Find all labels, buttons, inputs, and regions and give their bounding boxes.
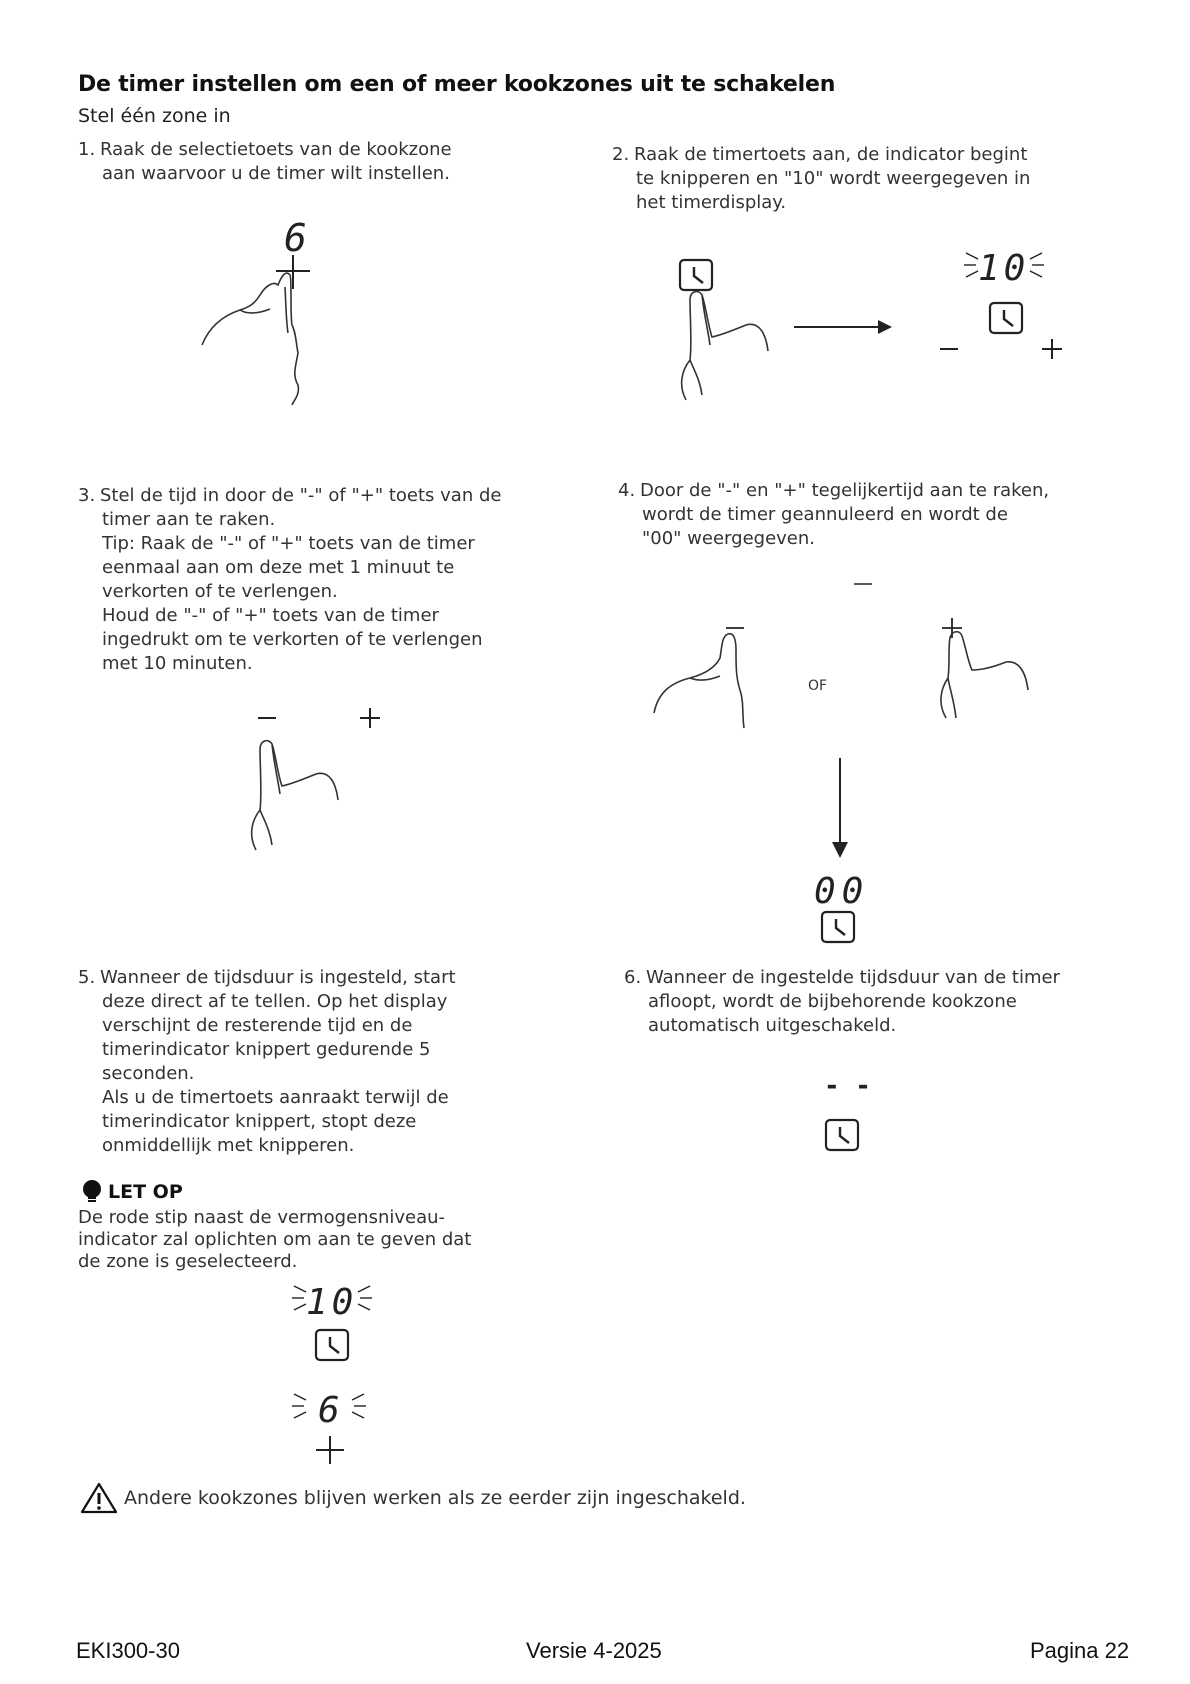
step-1-number: 1. [78,139,96,160]
note-body: De rode stip naast de vermogensniveau- indicator zal oplichten om aan te geven dat de zone is geselecteerd. [78,1207,472,1272]
step-3: 3. Stel de tijd in door de "-" of "+" toets van de timer aan te raken. Tip: Raak de "-" of "+" toets van de timer eenmaal aan om deze met 1 minuut te verkorten of te verlengen. Houd de "-" of "+" toets van de timer ingedrukt om te verkorten of te verlengen met 10 minuten. [78,485,502,674]
hand-icon [202,273,298,405]
footer-version: Versie 4-2025 [526,1638,662,1663]
step-4-number: 4. [618,480,636,501]
footer-model: EKI300-30 [76,1638,180,1663]
figure-cancel-timer-indicator [820,910,860,954]
lightbulb-icon [80,1180,104,1204]
note-heading: LET OP [80,1180,183,1204]
step-2-number: 2. [612,144,630,165]
figure-set-time [250,710,400,854]
timer-indicator-icon [822,912,854,942]
page-subtitle: Stel één zone in [78,105,231,127]
hand-icon [252,741,338,850]
plus-key-icon [360,708,380,728]
timer-key-icon [680,260,712,290]
timer-display: 10 [978,248,1030,289]
step-5-number: 5. [78,967,96,988]
step-6-number: 6. [624,967,642,988]
level-display: 6 [284,216,307,260]
hand-icon [654,634,744,728]
timer-indicator-icon [990,303,1022,333]
timer-indicator-icon [826,1120,858,1150]
arrow-down-icon [832,758,848,858]
step-4: 4. Door de "-" en "+" tegelijkertijd aan te raken, wordt de timer geannuleerd en wordt de "00" weergegeven. [618,480,1050,549]
figure-select-zone [200,215,360,409]
warning: Andere kookzones blijven werken als ze eerder zijn ingeschakeld. [80,1482,746,1514]
step-2: 2. Raak de timertoets aan, de indicator begint te knipperen en "10" wordt weergegeven in het timerdisplay. [612,144,1031,213]
plus-key-icon [276,255,310,289]
hand-icon [682,292,768,400]
footer-page-number: Pagina 22 [1030,1638,1130,1663]
timer-display: - - [824,1071,871,1101]
plus-key-icon [316,1436,344,1464]
page-title: De timer instellen om een of meer kookzones uit te schakelen [78,72,836,97]
step-1: 1. Raak de selectietoets van de kookzone aan waarvoor u de timer wilt instellen. [78,139,452,184]
or-label: OF [808,678,828,694]
plus-key-icon [1042,339,1062,359]
figure-note-display [292,1282,382,1476]
timer-display: 10 [306,1282,358,1323]
step-5: 5. Wanneer de tijdsduur is ingesteld, start deze direct af te tellen. Op het display verschijnt de resterende tijd en de timerindicator knippert gedurende 5 seconden. Als u de timertoets aanraakt terwijl de timerindicator knippert, stopt deze onmiddellijk met knipperen. [78,967,456,1156]
figure-timer-ended [820,1070,880,1164]
warning-icon [80,1482,118,1514]
figure-timer-key [670,245,1090,419]
level-display: 6 [318,1390,340,1431]
timer-display: 00 [814,871,870,912]
arrow-right-icon [794,320,892,334]
step-3-number: 3. [78,485,96,506]
step-6: 6. Wanneer de ingestelde tijdsduur van de timer afloopt, wordt de bijbehorende kookzone automatisch uitgeschakeld. [624,967,1060,1036]
figure-cancel-timer [650,578,1070,942]
hand-icon [941,632,1028,718]
timer-indicator-icon [316,1330,348,1360]
